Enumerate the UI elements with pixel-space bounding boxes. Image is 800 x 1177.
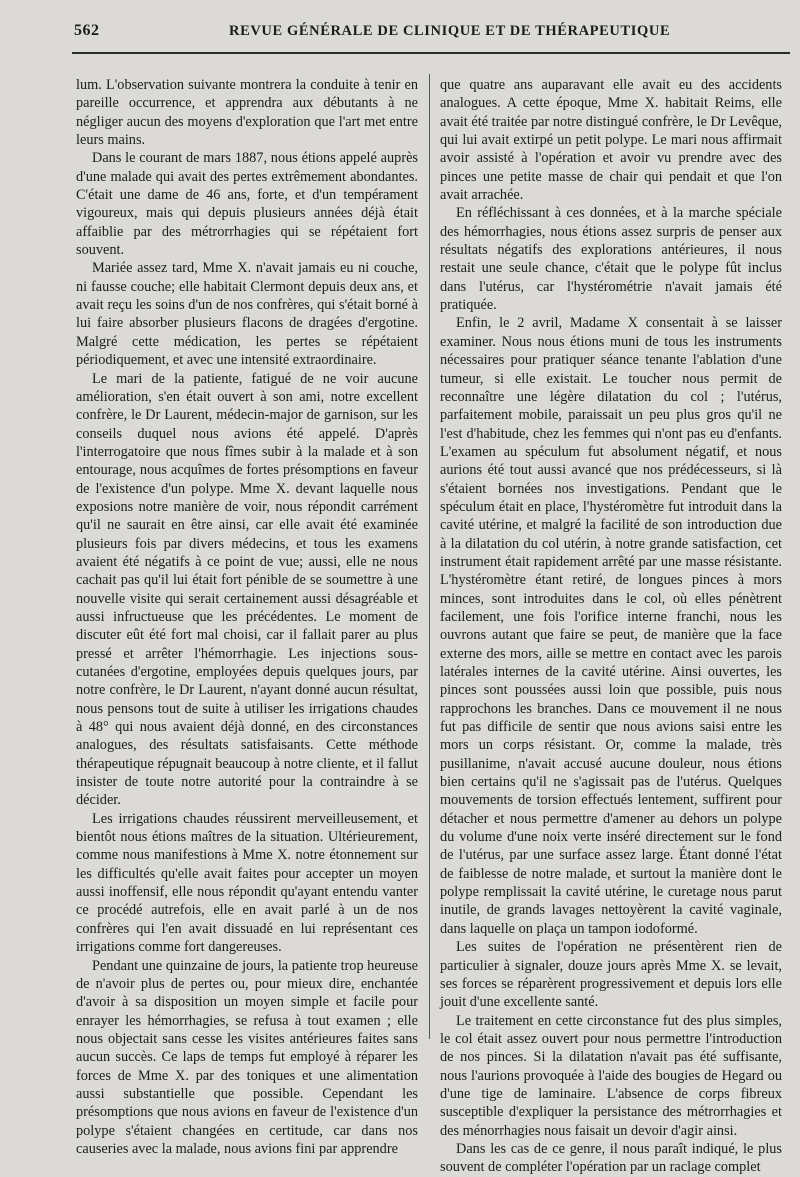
paragraph: Les irrigations chaudes réussirent merveilleusement, et bientôt nous étions maîtres de la situation. Ultérieurement, comme nous manifestions à Mme X. notre étonnement sur les difficultés qu'elle avait faites pour accepter un moyen aussi inoffensif, elle nous répondit qu'ayant entendu vanter ce procédé autrefois, elle en avait parlé à un de nos confrères qui l'en avait dissuadé en lui représentant ces irrigations comme fort dangereuses. xyxy=(76,810,418,956)
paragraph: Le mari de la patiente, fatigué de ne voir aucune amélioration, s'en était ouvert à son ami, notre excellent confrère, le Dr Laurent, médecin-major de garnison, sur les conseils duquel nous avions été appelé. D'après l'interrogatoire que nous fîmes subir à la malade et à son entourage, nous acquîmes de fortes présomptions en faveur de l'existence d'un polype. Mme X. devant laquelle nous exposions notre manière de voir, nous répondit carrément qu'il ne saurait en être ainsi, car elle avait été examinée plusieurs fois par divers médecins, et tous les examens avaient été négatifs à ce point de vue; aussi, elle ne nous cachait pas qu'il lui était fort pénible de se soumettre à une nouvelle visite qui serait certainement aussi désagréable et aussi infructueuse que les précédentes. Le moment de discuter eût été fort mal choisi, car il fallait parer au plus pressé et arrêter l'hémorrhagie. Les injections sous-cutanées d'ergotine, employées depuis quelques jours, par notre confrère, le Dr Laurent, n'ayant donné aucun résultat, nous pensons tout de suite à utiliser les irrigations chaudes à 48° qui nous avaient déjà donné, en des circonstances analogues, des résultats satisfaisants. Cette méthode thérapeutique répugnait beaucoup à notre cliente, et il fallut insister de toute notre autorité pour la contraindre à se décider. xyxy=(76,370,418,809)
paragraph: que quatre ans auparavant elle avait eu des accidents analogues. A cette époque, Mme X. habitait Reims, elle avait été traitée par notre distingué confrère, le Dr Levêque, qui lui avait extirpé un petit polype. Le mari nous affirmait avoir assisté à l'opération et avoir vu prendre avec des pinces une petite masse de chair qui pendait et que l'on avait arrachée. xyxy=(440,77,782,204)
left-column xyxy=(76,76,418,1158)
paragraph: Enfin, le 2 avril, Madame X consentait à se laisser examiner. Nous nous étions muni de tous les instruments nécessaires pour pratiquer séance tenante l'ablation d'une tumeur, si elle existait. Le toucher nous permit de reconnaître une légère dilatation du col ; l'utérus, parfaitement mobile, paraissait un peu plus gros qu'il ne l'est d'habitude, chez les femmes qui n'ont pas eu d'enfants. L'examen au spéculum fut absolument négatif, et nous aurions été tout aussi avancé que nos prédécesseurs, si là s'étaient bornées nos investigations. Pendant que le spéculum était en place, l'hystéromètre fut introduit dans la cavité utérine, et malgré la facilité de son introduction due à la dilatation du col utérin, à notre grande satisfaction, cet instrument était rapidement arrêté par une masse résistante. L'hystéromètre étant retiré, de longues pinces à mors minces, sont introduites dans le col, où elles pénètrent facilement, une fois l'orifice interne franchi, nous les ouvrons autant que faire se peut, de manière que la face externe des mors, aille se mettre en contact avec les parois latérales internes de la cavité utérine. Ainsi ouvertes, les pinces sont poussées aussi loin que possible, puis nous rapprochons les branches. Dans ce mouvement il ne nous fut pas difficile de sentir que nous avions saisi entre les mors un corps résistant. Or, comme la malade, très pusillanime, n'avait accusé aucune douleur, nous étions bien certains qu'il ne s'agissait pas de l'utérus. Quelques mouvements de torsion effectués lentement, suffirent pour détacher et nous permettre d'amener au dehors un polype du volume d'une noix verte inséré directement sur le fond de l'utérus, par une surface assez large. Étant donné l'état de faiblesse de notre malade, et surtout la manière dont le polype remplissait la cavité utérine, le curetage nous parut inutile, de grands lavages nettoyèrent la cavité vaginale, dans laquelle on plaça un tampon iodoformé. xyxy=(440,315,782,937)
paragraph: Le traitement en cette circonstance fut des plus simples, le col était assez ouvert pour nous permettre l'introduction de nos pinces. Si la dilatation n'avait pas été suffisante, nous l'aurions provoquée à l'aide des bougies de Hegard ou d'une tige de laminaire. L'absence de corps fibreux susceptible d'expliquer la persistance des métrorrhagies et des ménorrhagies nous faisait un devoir d'agir ainsi. xyxy=(440,1012,782,1139)
header-rule xyxy=(72,52,790,54)
paragraph: lum. L'observation suivante montrera la conduite à tenir en pareille occurrence, et apprendra aux débutants à ne négliger aucun des moyens d'exploration que l'art met entre leurs mains. xyxy=(76,77,418,149)
paragraph: Dans les cas de ce genre, il nous paraît indiqué, le plus souvent de compléter l'opération par un raclage complet xyxy=(440,1140,782,1176)
page-header xyxy=(74,22,764,46)
right-column xyxy=(440,76,782,1177)
paragraph: En réfléchissant à ces données, et à la marche spéciale des hémorrhagies, nous étions assez surpris de penser aux résultats négatifs des explorations antérieures, il nous restait une seule chance, c'était que le polype fût inclus dans l'utérus, car l'hystérométrie n'avait jamais été pratiquée. xyxy=(440,205,782,314)
paragraph: Dans le courant de mars 1887, nous étions appelé auprès d'une malade qui avait des pertes extrêmement abondantes. C'était une dame de 46 ans, forte, et d'un tempérament vigoureux, mais qui depuis plusieurs années déjà était affaiblie par des métrorrhagies qui se répétaient fort souvent. xyxy=(76,150,418,259)
running-title: REVUE GÉNÉRALE DE CLINIQUE ET DE THÉRAPEUTIQUE xyxy=(229,23,671,39)
column-divider xyxy=(429,74,430,1039)
paragraph: Pendant une quinzaine de jours, la patiente trop heureuse de n'avoir plus de pertes ou, pour mieux dire, enchantée d'avoir à sa disposition un moyen simple et facile pour enrayer les hémorrhagies, se refusa à tout examen ; elle nous objectait sans cesse les visites antérieures faites sans aucun succès. Ce laps de temps fut employé à réparer les forces de Mme X. par des toniques et une alimentation aussi substantielle que possible. Cependant les présomptions que nous avions en faveur de l'existence d'un polype s'étaient changées en certitude, car dans nos causeries avec la malade, nous avions fini par apprendre xyxy=(76,957,418,1157)
page-number: 562 xyxy=(74,22,100,39)
paragraph: Mariée assez tard, Mme X. n'avait jamais eu ni couche, ni fausse couche; elle habitait Clermont depuis deux ans, et avait reçu les soins d'un de nos confrères, qui s'était borné à lui faire absorber plusieurs flacons de dragées d'ergotine. Malgré cette médication, les pertes se répétaient périodiquement, et avec une intensité extraordinaire. xyxy=(76,260,418,369)
paragraph: Les suites de l'opération ne présentèrent rien de particulier à signaler, douze jours après Mme X. se levait, ses forces se réparèrent progressivement et depuis lors elle jouit d'une excellente santé. xyxy=(440,939,782,1011)
